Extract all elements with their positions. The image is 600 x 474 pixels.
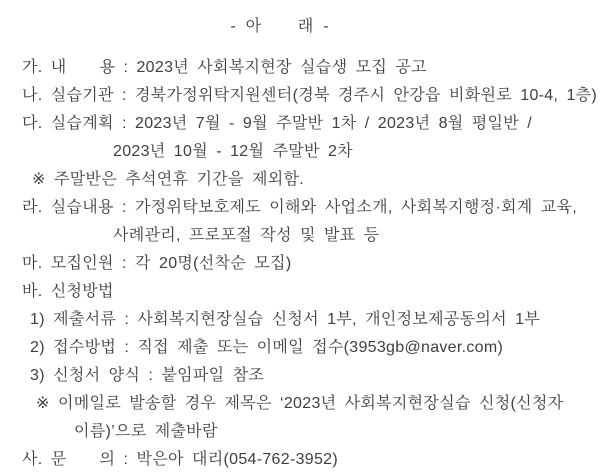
line-contact: 사. 문 의 : 박은아 대리(054-762-3952) [22,451,338,468]
line-curriculum-cont: 사례관리, 프로포절 작성 및 발표 등 [113,227,380,244]
line-submission: 2) 접수방법 : 직접 제출 또는 이메일 접수(3953gb@naver.com) [30,339,504,356]
line-curriculum: 라. 실습내용 : 가정위탁보호제도 이해와 사업소개, 사회복지행정·회계 교육, [22,199,578,216]
line-email-note: ※ 이메일로 발송할 경우 제목은 ‘2023년 사회복지현장실습 신청(신청자 [36,395,564,412]
line-schedule-cont: 2023년 10월 - 12월 주말반 2차 [113,143,353,160]
line-content: 가. 내 용 : 2023년 사회복지현장 실습생 모집 공고 [22,59,427,76]
line-apply-method: 바. 신청방법 [22,283,114,300]
line-schedule: 다. 실습계획 : 2023년 7월 - 9월 주말반 1차 / 2023년 8월 평일반 / [22,115,533,132]
line-schedule-note: ※ 주말반은 추석연휴 기간을 제외함. [32,171,305,188]
line-documents: 1) 제출서류 : 사회복지현장실습 신청서 1부, 개인정보제공동의서 1부 [30,311,541,328]
document-title: - 아 래 - [230,18,330,35]
line-email-note-cont: 이름)’으로 제출바람 [74,423,218,440]
title-gap [0,41,600,54]
line-capacity: 마. 모집인원 : 각 20명(선착순 모집) [22,255,292,272]
line-institution: 나. 실습기관 : 경북가정위탁지원센터(경북 경주시 안강읍 비화원로 10-4, 1층) [22,87,598,104]
line-form: 3) 신청서 양식 : 붙임파일 참조 [30,367,265,384]
